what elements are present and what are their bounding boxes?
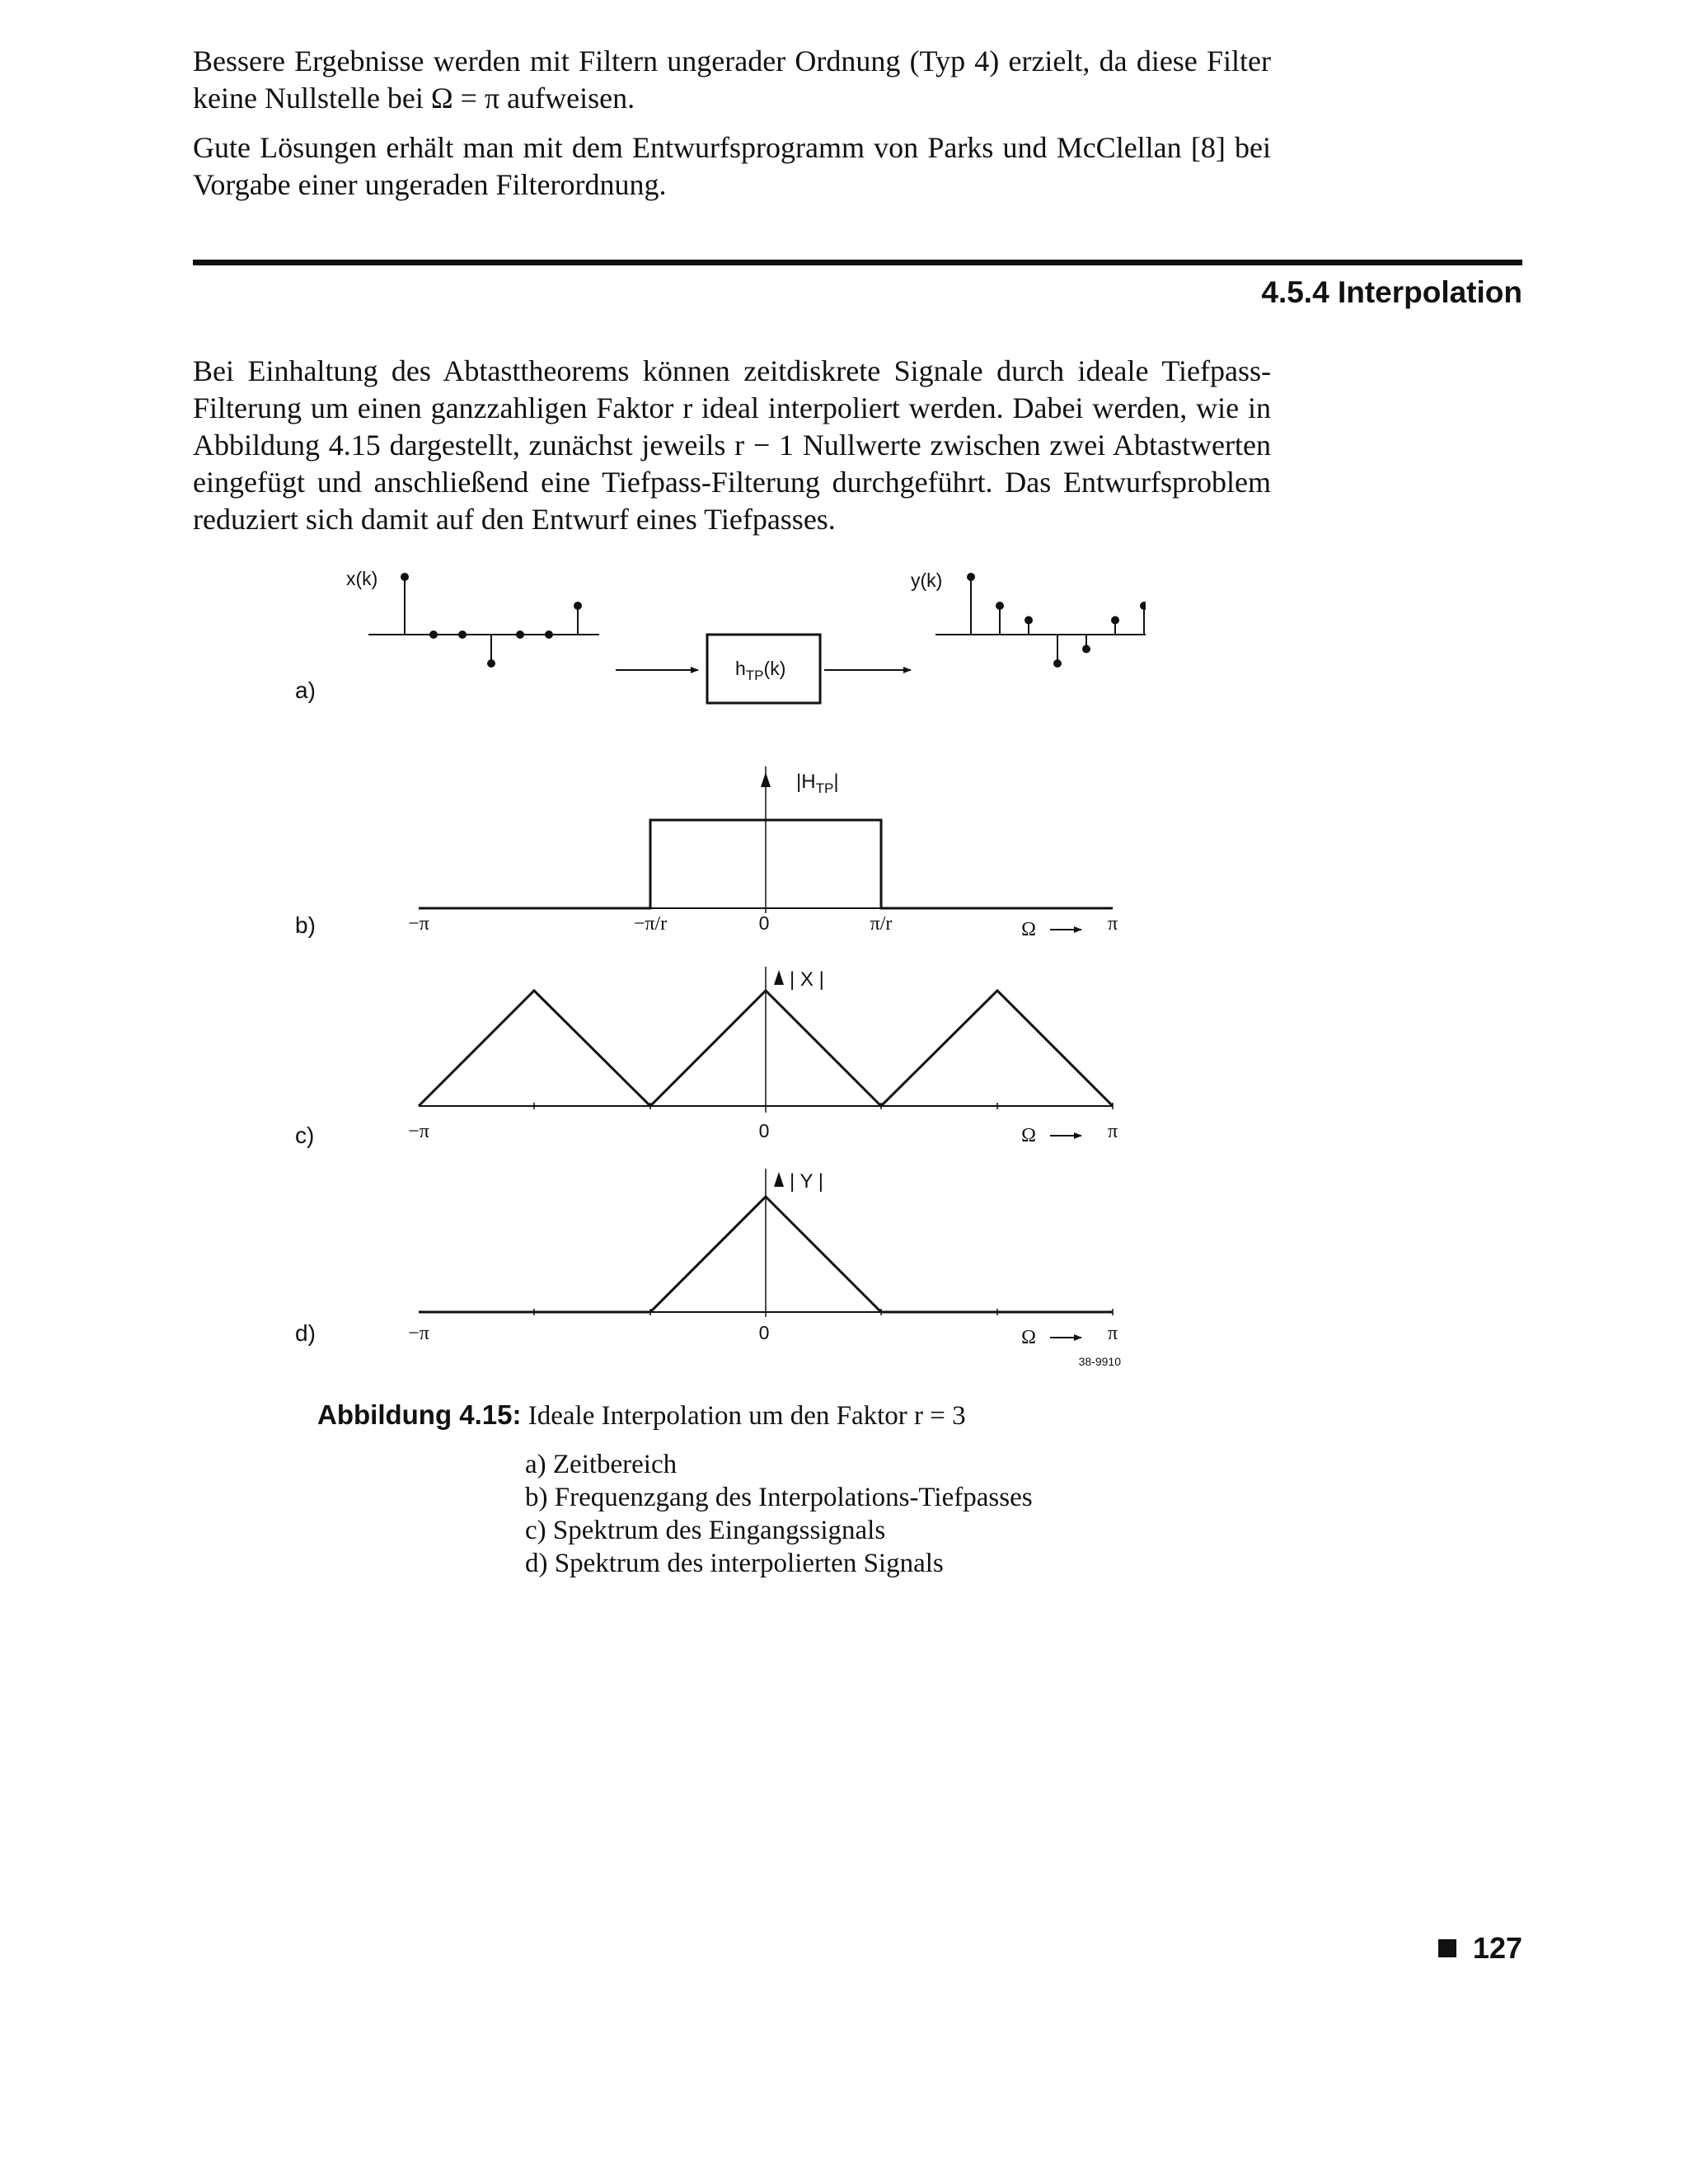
panel-b-tick-neg-pi-r: −π/r [633, 913, 668, 935]
caption-text: Ideale Interpolation um den Faktor r = 3 [528, 1401, 966, 1431]
panel-c-tick-pi: π [1107, 1121, 1118, 1142]
input-sample-point [516, 630, 524, 639]
output-sample-point [1053, 659, 1062, 668]
caption-item-b: b) Frequenzgang des Interpolations-Tiefpasses [525, 1483, 1033, 1512]
figure-caption [317, 1399, 966, 1432]
input-sample-point [458, 630, 467, 639]
panel-b-tick-zero: 0 [758, 912, 770, 934]
panel-b-tick-neg-pi: −π [408, 913, 429, 935]
figure-svg [280, 565, 1146, 1372]
paragraph-filter-order: Bessere Ergebnisse werden mit Filtern ungerader Ordnung (Typ 4) erzielt, da diese Filter keine Nullstelle bei Ω = π aufweisen. [193, 45, 1271, 115]
panel-d-label: d) [295, 1320, 316, 1346]
panel-c-label: c) [295, 1122, 315, 1148]
page-footer [1438, 1931, 1522, 1966]
input-sample-point [545, 630, 553, 639]
footer-square-icon [1438, 1939, 1456, 1957]
panel-c-up-arrow-icon [774, 970, 784, 985]
panel-d-up-arrow-icon [774, 1172, 784, 1187]
output-signal-label: y(k) [911, 569, 943, 591]
panel-c-omega-label: Ω [1021, 1125, 1036, 1146]
caption-item-d: d) Spektrum des interpolierten Signals [525, 1549, 944, 1578]
output-sample-point [1140, 602, 1146, 610]
panel-b-label: b) [295, 912, 316, 938]
panel-a-label: a) [295, 677, 316, 703]
input-sample-point [574, 602, 582, 610]
panel-d-ylabel: | Y | [790, 1170, 823, 1193]
output-sample-point [1025, 616, 1033, 625]
caption-item-c: c) Spektrum des Eingangssignals [525, 1516, 886, 1545]
figure-interpolation [280, 565, 1146, 1372]
page-number: 127 [1472, 1931, 1522, 1965]
section-rule [193, 260, 1522, 265]
output-sample-point [1082, 645, 1090, 654]
panel-b-omega-label: Ω [1021, 919, 1036, 940]
output-sample-point [996, 602, 1004, 610]
panel-d-tick-neg-pi: −π [408, 1323, 429, 1344]
caption-item-a: a) Zeitbereich [525, 1450, 678, 1479]
panel-c-tick-neg-pi: −π [408, 1121, 429, 1142]
caption-list [525, 1448, 1033, 1580]
output-sample-point [1111, 616, 1119, 625]
figure-code: 38-9910 [1078, 1355, 1121, 1368]
panel-b-ylabel: $|H_{TP}|$ [796, 771, 839, 796]
input-signal-label: x(k) [346, 568, 378, 589]
input-stem-plot [401, 573, 582, 668]
input-sample-point [401, 573, 409, 581]
panel-b-tick-pi-r: π/r [870, 913, 893, 935]
output-sample-point [967, 573, 975, 581]
panel-b-tick-pi: π [1107, 913, 1118, 935]
panel-d-tick-zero: 0 [758, 1322, 770, 1343]
panel-b-up-arrow-icon [761, 772, 771, 787]
panel-c-ylabel: | X | [790, 968, 824, 991]
paragraph-interpolation: Bei Einhaltung des Abtasttheorems können zeitdiskrete Signale durch ideale Tiefpass-Filterung um einen ganzzahligen Faktor r ideal interpoliert werden. Dabei werden, wie in Abbildung 4.15 dargestellt, zunächst jeweils r − 1 Nullwerte zwischen zwei Abtastwerten eingefügt und anschließend eine Tiefpass-Filterung durchgeführt. Das Entwurfsproblem reduziert sich damit auf den Entwurf eines Tiefpasses. [193, 354, 1271, 536]
caption-label: Abbildung 4.15: [317, 1399, 522, 1430]
output-stem-plot [967, 573, 1146, 668]
filter-block-label: $h_{TP}(k)$ [735, 658, 786, 683]
section-heading: 4.5.4 Interpolation [1261, 275, 1522, 309]
paragraph-parks-mcclellan: Gute Lösungen erhält man mit dem Entwurfsprogramm von Parks und McClellan [8] bei Vorgabe einer ungeraden Filterordnung. [193, 131, 1271, 201]
panel-c-tick-zero: 0 [758, 1120, 770, 1141]
panel-d-omega-label: Ω [1021, 1327, 1036, 1348]
panel-d-tick-pi: π [1107, 1323, 1118, 1344]
input-sample-point [429, 630, 438, 639]
input-sample-point [487, 659, 495, 668]
